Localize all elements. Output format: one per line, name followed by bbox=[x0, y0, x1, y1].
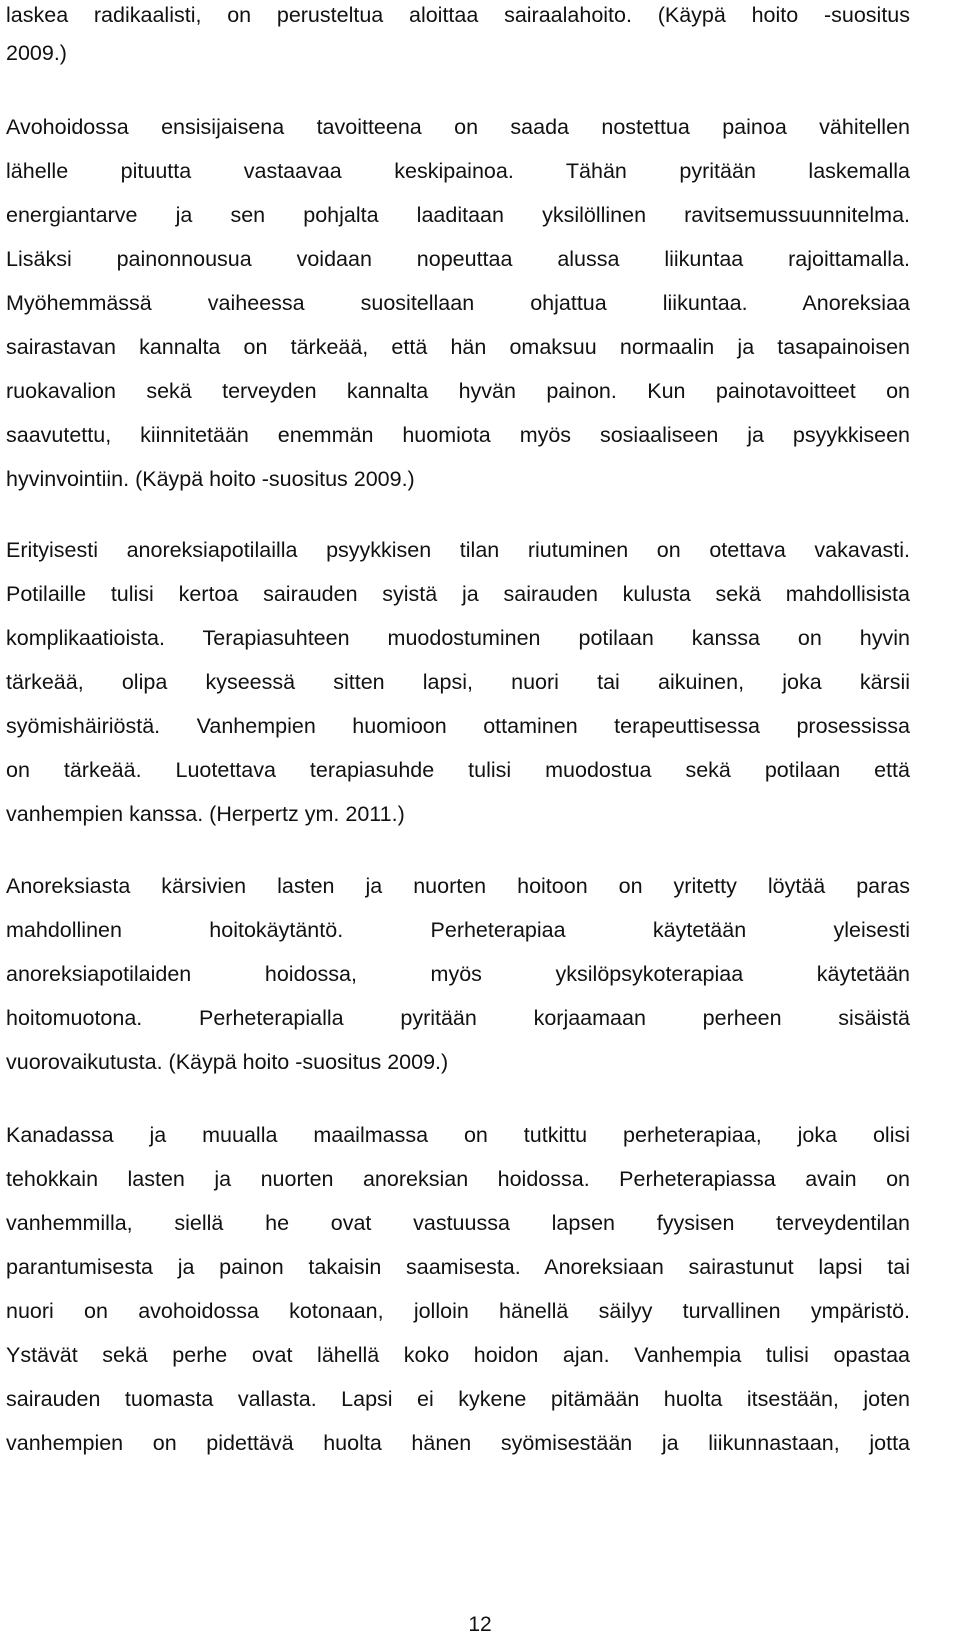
text-line: sairauden tuomasta vallasta. Lapsi ei kykene pitämään huolta itsestään, joten bbox=[6, 1387, 910, 1411]
text-line: nuori on avohoidossa kotonaan, jolloin hänellä säilyy turvallinen ympäristö. bbox=[6, 1299, 910, 1323]
text-line: komplikaatioista. Terapiasuhteen muodostuminen potilaan kanssa on hyvin bbox=[6, 626, 910, 650]
text-line: lähelle pituutta vastaavaa keskipainoa. Tähän pyritään laskemalla bbox=[6, 159, 910, 183]
text-line: Lisäksi painonnousua voidaan nopeuttaa alussa liikuntaa rajoittamalla. bbox=[6, 247, 910, 271]
text-line: hoitomuotona. Perheterapialla pyritään korjaamaan perheen sisäistä bbox=[6, 1006, 910, 1030]
text-line: anoreksiapotilaiden hoidossa, myös yksilöpsykoterapiaa käytetään bbox=[6, 962, 910, 986]
text-line: saavutettu, kiinnitetään enemmän huomiota myös sosiaaliseen ja psyykkiseen bbox=[6, 423, 910, 447]
text-line: Kanadassa ja muualla maailmassa on tutkittu perheterapiaa, joka olisi bbox=[6, 1123, 910, 1147]
text-line: syömishäiriöstä. Vanhempien huomioon ottaminen terapeuttisessa prosessissa bbox=[6, 714, 910, 738]
text-line: Potilaille tulisi kertoa sairauden syistä ja sairauden kulusta sekä mahdollisista bbox=[6, 582, 910, 606]
text-line: ruokavalion sekä terveyden kannalta hyvän painon. Kun painotavoitteet on bbox=[6, 379, 910, 403]
text-line: laskea radikaalisti, on perusteltua aloittaa sairaalahoito. (Käypä hoito -suositus bbox=[6, 3, 910, 27]
text-line: vuorovaikutusta. (Käypä hoito -suositus 2009.) bbox=[6, 1050, 449, 1074]
text-line: on tärkeää. Luotettava terapiasuhde tulisi muodostua sekä potilaan että bbox=[6, 758, 910, 782]
text-line: vanhempien on pidettävä huolta hänen syömisestään ja liikunnastaan, jotta bbox=[6, 1431, 910, 1455]
text-line: Erityisesti anoreksiapotilailla psyykkisen tilan riutuminen on otettava vakavasti. bbox=[6, 538, 910, 562]
text-line: Myöhemmässä vaiheessa suositellaan ohjattua liikuntaa. Anoreksiaa bbox=[6, 291, 910, 315]
text-line: sairastavan kannalta on tärkeää, että hän omaksuu normaalin ja tasapainoisen bbox=[6, 335, 910, 359]
text-line: 2009.) bbox=[6, 41, 67, 65]
text-line: vanhemmilla, siellä he ovat vastuussa lapsen fyysisen terveydentilan bbox=[6, 1211, 910, 1235]
text-line: mahdollinen hoitokäytäntö. Perheterapiaa käytetään yleisesti bbox=[6, 918, 910, 942]
text-line: parantumisesta ja painon takaisin saamisesta. Anoreksiaan sairastunut lapsi tai bbox=[6, 1255, 910, 1279]
text-line: tärkeää, olipa kyseessä sitten lapsi, nuori tai aikuinen, joka kärsii bbox=[6, 670, 910, 694]
page-number: 12 bbox=[468, 1613, 492, 1636]
text-line: Ystävät sekä perhe ovat lähellä koko hoidon ajan. Vanhempia tulisi opastaa bbox=[6, 1343, 910, 1367]
text-line: vanhempien kanssa. (Herpertz ym. 2011.) bbox=[6, 802, 405, 826]
text-line: energiantarve ja sen pohjalta laaditaan yksilöllinen ravitsemussuunnitelma. bbox=[6, 203, 910, 227]
text-line: hyvinvointiin. (Käypä hoito -suositus 2009.) bbox=[6, 467, 415, 491]
text-line: Avohoidossa ensisijaisena tavoitteena on saada nostettua painoa vähitellen bbox=[6, 115, 910, 139]
text-line: tehokkain lasten ja nuorten anoreksian hoidossa. Perheterapiassa avain on bbox=[6, 1167, 910, 1191]
text-line: Anoreksiasta kärsivien lasten ja nuorten hoitoon on yritetty löytää paras bbox=[6, 874, 910, 898]
